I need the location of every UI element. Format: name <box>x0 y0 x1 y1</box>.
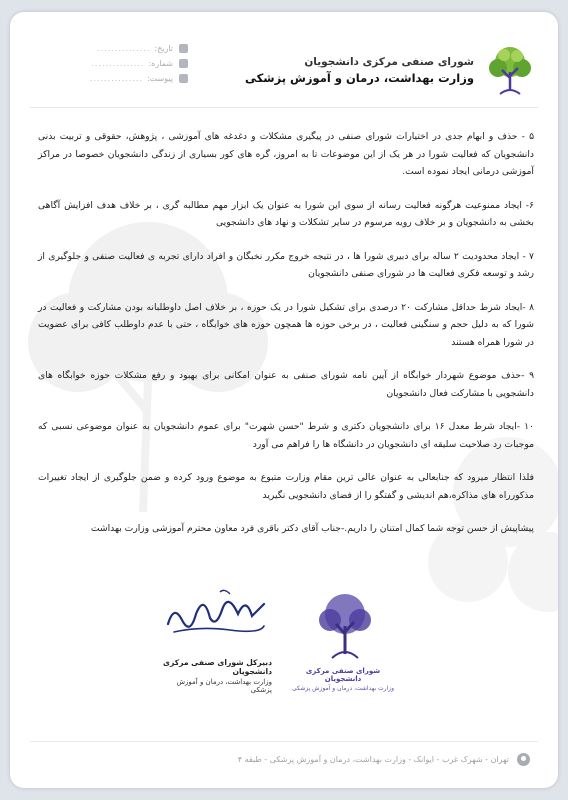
signature-caption <box>162 658 272 694</box>
calendar-icon <box>179 44 188 53</box>
number-field: ............... شماره: <box>48 57 188 70</box>
paperclip-icon <box>179 74 188 83</box>
hash-icon <box>179 59 188 68</box>
paragraph-9: ۹ -حذف موضوع شهردار خوابگاه از آیین نامه شورای صنفی به عنوان امکانی برای بهبود و رفع مشکلات حوزه خوابگاه های دانشجویی با مشارکت فعال دانشجویان <box>38 370 534 399</box>
signatory-ministry: وزارت بهداشت، درمان و آموزش پزشکی <box>176 678 272 694</box>
date-field: ............... تاریخ: <box>48 42 188 55</box>
paragraph-5: ۵ - حذف و ابهام جدی در اختیارات شورای صنفی در پیگیری مشکلات و دغدغه های آموزشی ، پژوهش، حقوقی و تربیت بدنی دانشجویان که فعالیت شورا در هر یک از این موضوعات تا به امروز، گره های کور بسیاری از زندگی دانشجویان خصوصا در مراکز آموزشی درمانی ایجاد نموده است. <box>38 131 534 177</box>
handwritten-signature <box>160 584 270 640</box>
paragraph-6: ۶- ایجاد ممنوعیت هرگونه فعالیت رسانه از سوی این شورا به عنوان یک ابزار مهم مطالبه گری ، بر خلاف هدف افزایش آگاهی بخشی به دانشجویان و بر خلاف رویه مرسوم در سایر تشکلات و نهاد های دانشجویی <box>38 199 534 228</box>
footer-address: تهران - شهرک غرب - ایوانک - وزارت بهداشت، درمان و آموزش پزشکی - طبقه ۴ <box>237 755 509 764</box>
council-stamp-icon <box>308 588 382 660</box>
attachment-field: ............... پیوست: <box>48 72 188 85</box>
letter-meta <box>48 42 188 87</box>
letter-body <box>38 128 534 554</box>
footer-divider <box>30 741 538 742</box>
stamp-text <box>288 667 398 692</box>
footer <box>238 753 530 766</box>
request-paragraph: فلذا انتظار میرود که جنابعالی به عنوان عالی ترین مقام وزارت متبوع به موضوع ورود کرده و ضمن جلوگیری از ایجاد تغییرات مذکورراه های مذاکره،هم اندیشی و گفتگو را از فضای دانشجویی نگیرید <box>38 472 534 501</box>
org-name: شورای صنفی مرکزی دانشجویان <box>304 55 474 68</box>
ministry-name: وزارت بهداشت، درمان و آموزش پزشکی <box>244 70 474 85</box>
header-divider <box>30 107 538 108</box>
stamp-org: شورای صنفی مرکزی دانشجویان <box>305 667 381 683</box>
paragraph-8: ۸ -ایجاد شرط حداقل مشارکت ۲۰ درصدی برای تشکیل شورا در یک حوزه ، بر خلاف اصل داوطلبانه بودن مشارکت و فعالیت در شورا که به دلیل حجم و سنگینی فعالیت ، در برخی حوزه ها همچون حوزه های خوابگاه ، حتی با عدم داوطلب کافی برای عضویت در شورا همراه هستند <box>38 301 534 348</box>
organization-header <box>245 42 538 98</box>
closing-paragraph: پیشاپیش از حسن توجه شما کمال امتنان را داریم.-جناب آقای دکتر باقری فرد معاون محترم آموزشی وزارت بهداشت <box>90 523 534 534</box>
signatory-title: دبیرکل شورای صنفی مرکزی دانشجویان <box>163 658 272 676</box>
stamp-ministry: وزارت بهداشت، درمان و آموزش پزشکی <box>291 685 395 692</box>
location-pin-icon <box>517 753 530 766</box>
tree-logo-icon <box>482 42 538 98</box>
letter-sheet <box>10 12 558 788</box>
paragraph-7: ۷ - ایجاد محدودیت ۲ ساله برای دبیری شورا ها ، در نتیجه خروج مکرر نخبگان و افراد دارای تجربه ی فعالیت صنفی و جلوگیری از رشد و توسعه فکری فعالیت ها در شورای صنفی دانشجویان <box>38 250 534 279</box>
paragraph-10: ۱۰ -ایجاد شرط معدل ۱۶ برای دانشجویان دکتری و شرط "حسن شهرت" برای عموم دانشجویان به عنوان موضوعی نسبی که موجبات رد صلاحیت سلیقه ای دانشجویان در دانشگاه ها را فراهم می آورد <box>38 421 534 450</box>
